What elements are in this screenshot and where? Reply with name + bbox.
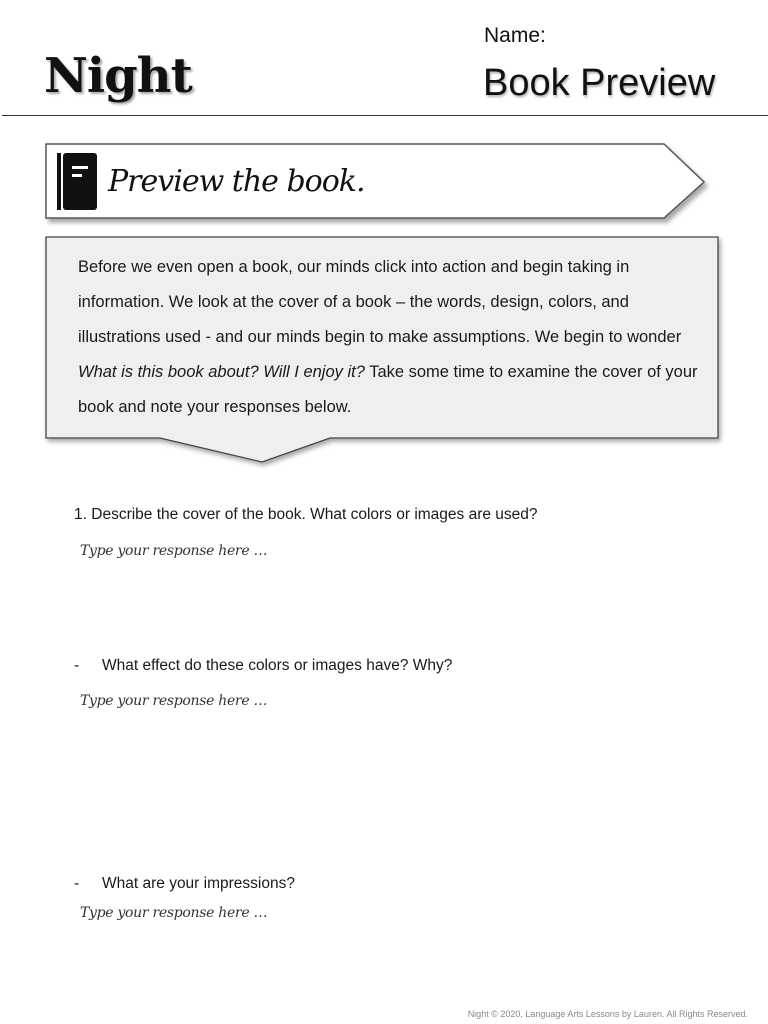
banner-heading: Preview the book. — [108, 164, 365, 199]
question-bullet: - — [74, 657, 80, 674]
question-1 — [74, 506, 538, 524]
intro-text-part2: Take some time to examine the cover of your book and note your responses below. — [78, 363, 698, 416]
name-label: Name: — [484, 24, 546, 47]
book-icon — [57, 152, 99, 212]
page-title: Night — [44, 48, 192, 104]
question-text: Describe the cover of the book. What colors or images are used? — [91, 506, 538, 523]
question-bullet: - — [74, 875, 80, 892]
copyright-footer: Night © 2020, Language Arts Lessons by Lauren. All Rights Reserved. — [467, 1009, 748, 1019]
response-field-1[interactable]: Type your response here … — [80, 543, 268, 559]
question-text: What are your impressions? — [102, 875, 295, 892]
question-number: 1. — [74, 506, 87, 523]
response-field-2[interactable]: Type your response here … — [80, 693, 268, 709]
response-field-3[interactable]: Type your response here … — [80, 905, 268, 921]
intro-paragraph — [78, 250, 700, 425]
question-2 — [74, 657, 452, 675]
intro-text-part1: Before we even open a book, our minds click into action and begin taking in information. We look at the cover of a book – the words, design, colors, and illustrations used - and our minds begin to make assumptions. We begin to wonder — [78, 258, 682, 346]
question-text: What effect do these colors or images have? Why? — [102, 657, 453, 674]
question-3 — [74, 875, 295, 893]
intro-emphasis: What is this book about? Will I enjoy it? — [78, 363, 365, 381]
page-subtitle: Book Preview — [483, 62, 716, 104]
header-divider — [2, 115, 768, 116]
